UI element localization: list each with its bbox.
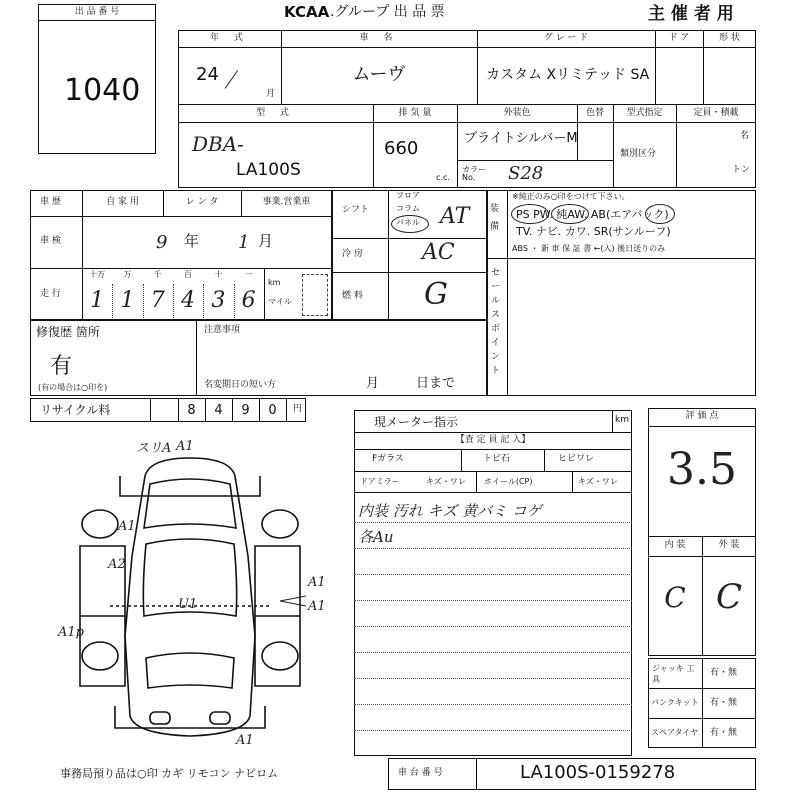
equipment-label: 装 備 (490, 204, 500, 232)
capacity-label: 定員・積載 (693, 108, 739, 118)
damage-mark: A1p (58, 625, 84, 640)
displacement-label: 排 気 量 (398, 108, 432, 118)
inspection-label: 車 検 (40, 236, 61, 246)
mileage-digit: 7 (150, 288, 165, 313)
repair-note: (有の場合は○印を) (38, 383, 108, 392)
color-change-label: 色替 (585, 108, 604, 118)
yen-unit: 円 (293, 404, 303, 414)
rental-label: レ ン タ (185, 197, 219, 207)
interior-label: 内 装 (664, 540, 686, 550)
grade-label: グ レ ー ド (543, 33, 589, 43)
equipment-line2: TV. ナビ. カワ. SR(サンルーフ) (516, 225, 671, 238)
organizer-label: 主 催 者 用 (648, 4, 734, 24)
color-number-label: カラー No. (462, 165, 486, 182)
model-label: 車 名 (359, 33, 399, 43)
spare-tire-label: スペアタイヤ (651, 728, 699, 737)
mileage-digit: 4 (181, 288, 196, 313)
type-prefix: DBA- (192, 132, 244, 156)
column-option: コラム (396, 204, 420, 213)
inspection-month: 1 (238, 232, 250, 253)
month-unit: 月 (266, 89, 276, 99)
mileage-digit-header: 万 (123, 270, 132, 279)
recycle-label: リサイクル料 (40, 403, 111, 417)
type-value: LA100S (236, 160, 301, 180)
rename-day: 日まで (416, 376, 456, 391)
recycle-digit: 0 (268, 403, 277, 418)
damage-mark: A1 (308, 599, 326, 614)
damage-mark: U1 (178, 597, 198, 612)
shift-label: シフト (342, 205, 370, 215)
inspector-label: 【査 定 員 記 入】 (455, 435, 531, 445)
grade-value: カスタム Xリミテッド SA (486, 67, 650, 83)
ton-unit: トン (732, 165, 751, 175)
inspector-remark-1: 内装 汚れ キズ 黄バミ コゲ (358, 502, 542, 520)
mileage-digit: 3 (211, 288, 226, 313)
displacement-value: 660 (384, 138, 419, 159)
score-value: 3.5 (667, 444, 737, 495)
equipment-note: ※純正のみ○印をつけて下さい。 (512, 192, 630, 201)
jack-choice: 有・無 (710, 668, 738, 678)
ac-label: 冷 房 (342, 249, 363, 259)
damage-mark: A1 (118, 519, 136, 534)
type-designation-label: 型式指定 (626, 108, 663, 118)
recycle-digit: 4 (214, 403, 223, 418)
caution-label: 注意事項 (204, 325, 241, 335)
chip-label: トビ石 (483, 454, 511, 464)
class-label: 類別区分 (620, 149, 657, 159)
ac-value: AC (422, 240, 455, 265)
form-title: .グループ 出 品 票 (330, 4, 445, 20)
rename-label: 名変期日の短い方 (204, 380, 277, 390)
business-label: 事業.営業車 (262, 197, 311, 207)
exterior-value: C (715, 577, 742, 617)
repair-value: 有 (50, 354, 73, 379)
color-label: 外装色 (503, 108, 531, 118)
inspection-year: 9 (156, 232, 168, 253)
lot-number: 1040 (64, 73, 141, 108)
inspector-remark-2: 各Au (358, 528, 394, 546)
cc-unit: c.c. (436, 173, 450, 182)
puncture-choice: 有・無 (710, 698, 738, 708)
office-note: 事務局預り品は○印 カギ リモコン ナビロム (60, 767, 279, 780)
damage-mark: A2 (108, 557, 126, 572)
year-label: 年 式 (210, 33, 249, 43)
puncture-kit-label: パンクキット (651, 698, 699, 707)
chassis-value: LA100S-0159278 (520, 762, 676, 783)
private-use-label: 自 家 用 (106, 197, 139, 207)
jack-label: ジャッキ 工 具 (652, 664, 695, 684)
fuel-value: G (424, 277, 448, 312)
chassis-label: 車 台 番 号 (398, 768, 443, 778)
mileage-digit-header: 十 (214, 270, 223, 279)
type-label: 型 式 (256, 108, 295, 118)
inspection-month-unit: 月 (258, 232, 274, 250)
meter-label: 現メーター指示 (374, 415, 459, 429)
panel-option: パネル (396, 218, 420, 227)
crack-label: ヒビワレ (558, 454, 595, 464)
km-unit: km (268, 278, 281, 287)
persons-unit: 名 (740, 131, 750, 141)
damage-mark: A1 (236, 733, 254, 748)
mirror-damage-label: キズ・ワレ (426, 477, 466, 486)
fuel-label: 燃 料 (342, 291, 363, 301)
mileage-digit: 1 (90, 288, 105, 313)
damage-mark: A1 (308, 575, 326, 590)
spare-choice: 有・無 (710, 728, 738, 738)
equipment-line3: ABS ・ 新 車 保 証 書 ←(入) 後日送りのみ (512, 244, 666, 253)
mile-unit: マイル (268, 297, 292, 306)
recycle-digit: 9 (241, 403, 250, 418)
floor-option: フロア (396, 191, 420, 200)
score-label: 評 価 点 (685, 411, 719, 421)
rename-month: 月 (366, 376, 380, 391)
mileage-digit-header: 千 (153, 270, 162, 279)
model-value: ムーヴ (352, 64, 406, 85)
car-damage-diagram (50, 436, 350, 756)
inspection-year-unit: 年 (184, 232, 200, 250)
mileage-digit-header: 百 (184, 270, 193, 279)
repair-label: 修復歴 箇所 (36, 325, 100, 339)
shape-label: 形 状 (719, 33, 740, 43)
sales-point-label: セールスポイント (491, 268, 501, 376)
mileage-label: 走 行 (40, 289, 61, 299)
meter-km: km (615, 415, 629, 425)
shift-value: AT (440, 204, 470, 229)
damage-mark: スリA (136, 441, 172, 456)
damage-mark: A1 (176, 439, 194, 454)
color-number-value: S28 (508, 163, 544, 184)
brand-logo: KCAA (284, 3, 330, 21)
exterior-label: 外 装 (718, 540, 740, 550)
door-mirror-label: ドアミラー (360, 477, 400, 486)
wheel-damage-label: キズ・ワレ (578, 477, 618, 486)
interior-value: C (664, 581, 686, 614)
color-value: ブライトシルバーM (464, 131, 578, 146)
mileage-digit: 1 (120, 288, 135, 313)
mileage-digit: 6 (241, 288, 256, 313)
year-value: 24 (196, 64, 219, 85)
door-label: ド ア (668, 33, 690, 43)
equipment-line1: PS PW. 純AW. AB(エアバック) (516, 208, 669, 221)
mileage-digit-header: 一 (244, 270, 253, 279)
lot-label: 出 品 番 号 (74, 7, 120, 17)
f-glass-label: Fガラス (372, 454, 404, 464)
mileage-digit-header: 十万 (89, 270, 106, 279)
history-label: 車 歴 (40, 197, 61, 207)
recycle-digit: 8 (187, 403, 196, 418)
wheel-label: ホイール(CP) (484, 477, 533, 486)
